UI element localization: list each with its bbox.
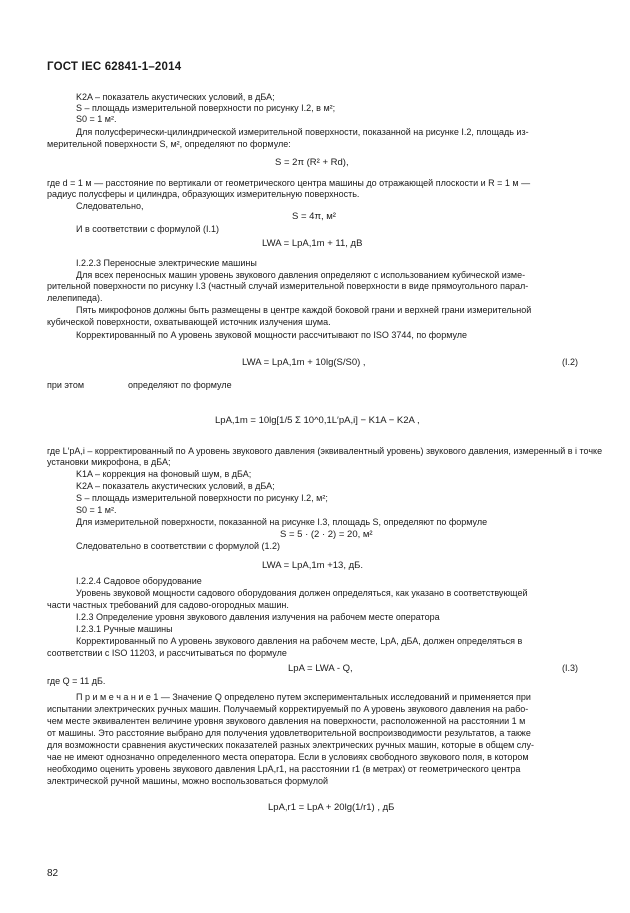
text-line: соответствии с ISO 11203, и рассчитываться по формуле [47, 648, 287, 658]
text-line: K1A – коррекция на фоновый шум, в дБА; [76, 469, 252, 479]
text-line: I.2.3 Определение уровня звукового давления излучения на рабочем месте оператора [76, 612, 440, 622]
note-line: необходимо оценить уровень звукового давления LpA,r1, на расстоянии r1 (в метрах) от геометрического центра [47, 764, 521, 774]
text-line: K2A – показатель акустических условий, в дБА; [76, 481, 275, 491]
text-line: I.2.2.3 Переносные электрические машины [76, 258, 257, 268]
note-line: испытании электрических ручных машин. Получаемый корректируемый по A уровень звукового давления на рабо- [47, 704, 529, 714]
formula: S = 4π, м² [292, 211, 336, 222]
note-line: П р и м е ч а н и е 1 — Значение Q определено путем экспериментальных исследований и применяется при [76, 692, 531, 702]
formula: LpA = LWA - Q, [288, 663, 353, 674]
formula: LWA = LpA,1m + 11, дВ [262, 238, 363, 249]
text-line: Корректированный по A уровень звуковой мощности рассчитывают по ISO 3744, по формуле [76, 330, 468, 340]
page-number: 82 [47, 868, 59, 879]
text-line: лелепипеда). [47, 293, 103, 303]
text-line: И в соответствии с формулой (I.1) [76, 224, 220, 234]
formula: LWA = LpA,1m +13, дБ. [262, 560, 364, 571]
note-line: от машины. Это расстояние выбрано для получения удовлетворительной воспроизводимости результатов, а также [47, 728, 531, 738]
text-line: Для измерительной поверхности, показанной на рисунке I.3, площадь S, определяют по формуле [76, 517, 488, 527]
note-line: для возможности сравнения акустических показателей разных электрических ручных машин, которые в общем слу- [47, 740, 535, 750]
note-line: чем месте эквивалентен величине уровня звукового давления на поверхности, расположенной на расстоянии 1 м [47, 716, 526, 726]
text-line: радиус полусферы и цилиндра, образующих измерительную поверхность. [47, 189, 360, 199]
text-line: S0 = 1 м². [76, 505, 117, 515]
text-line: I.2.2.4 Садовое оборудование [76, 576, 202, 586]
document-header: ГОСТ IEC 62841-1–2014 [47, 61, 182, 73]
formula: LpA,1m = 10lg[1/5 Σ 10^0,1L′pA,i] − K1A − K2A , [215, 415, 420, 426]
formula: S = 2π (R² + Rd), [275, 157, 349, 168]
text-line: S0 = 1 м². [76, 114, 117, 124]
text-line: Для полусферически-цилиндрической измерительной поверхности, показанной на рисунке I.2, площадь из- [76, 127, 529, 137]
text-line: Корректированный по A уровень звукового давления на рабочем месте, LpA, дБА, должен определяться в [76, 636, 523, 646]
text-line: определяют по формуле [128, 380, 232, 390]
text-line: Следовательно, [76, 201, 144, 211]
text-line: при этом [47, 380, 85, 390]
text-line: Пять микрофонов должны быть размещены в центре каждой боковой грани и верхней грани измерительной [76, 305, 532, 315]
text-line: K2A – показатель акустических условий, в дБА; [76, 92, 275, 102]
text-line: Уровень звуковой мощности садового оборудования должен определяться, как указано в соответствующей [76, 588, 528, 598]
text-line: где Q = 11 дБ. [47, 676, 106, 686]
text-line: Для всех переносных машин уровень звукового давления определяют с использованием кубической изме- [76, 270, 526, 280]
formula: LpA,r1 = LpA + 20lg(1/r1) , дБ [268, 802, 395, 813]
text-line: части частных требований для садово-огородных машин. [47, 600, 289, 610]
text-line: где L′pA,i – корректированный по A уровень звукового давления (эквивалентный уровень) звукового давления, измеренный в i точке [47, 446, 603, 456]
text-line: кубической поверхности, охватывающей источник излучения шума. [47, 317, 331, 327]
text-line: рительной поверхности по рисунку I.3 (частный случай измерительной поверхности в виде прямоугольного парал- [47, 281, 529, 291]
formula: LWA = LpA,1m + 10lg(S/S0) , [242, 357, 366, 368]
text-line: мерительной поверхности S, м², определяют по формуле: [47, 139, 291, 149]
text-line: I.2.3.1 Ручные машины [76, 624, 173, 634]
formula: S = 5 · (2 · 2) = 20, м² [280, 529, 373, 540]
text-line: S – площадь измерительной поверхности по рисунку I.2, м²; [76, 493, 328, 503]
equation-number: (I.2) [561, 357, 578, 367]
text-line: Следовательно в соответствии с формулой (1.2) [76, 541, 281, 551]
note-line: чае не имеют однозначно определенного места оператора. Если в условиях свободного звукового поля, в котором [47, 752, 529, 762]
text-line: S – площадь измерительной поверхности по рисунку I.2, в м²; [76, 103, 336, 113]
text-line: установки микрофона, в дБА; [47, 457, 171, 467]
note-line: электрической ручной машины, можно воспользоваться формулой [47, 776, 329, 786]
equation-number: (I.3) [561, 663, 578, 673]
text-line: где d = 1 м — расстояние по вертикали от геометрического центра машины до отражающей плоскости и R = 1 м — [47, 178, 531, 188]
